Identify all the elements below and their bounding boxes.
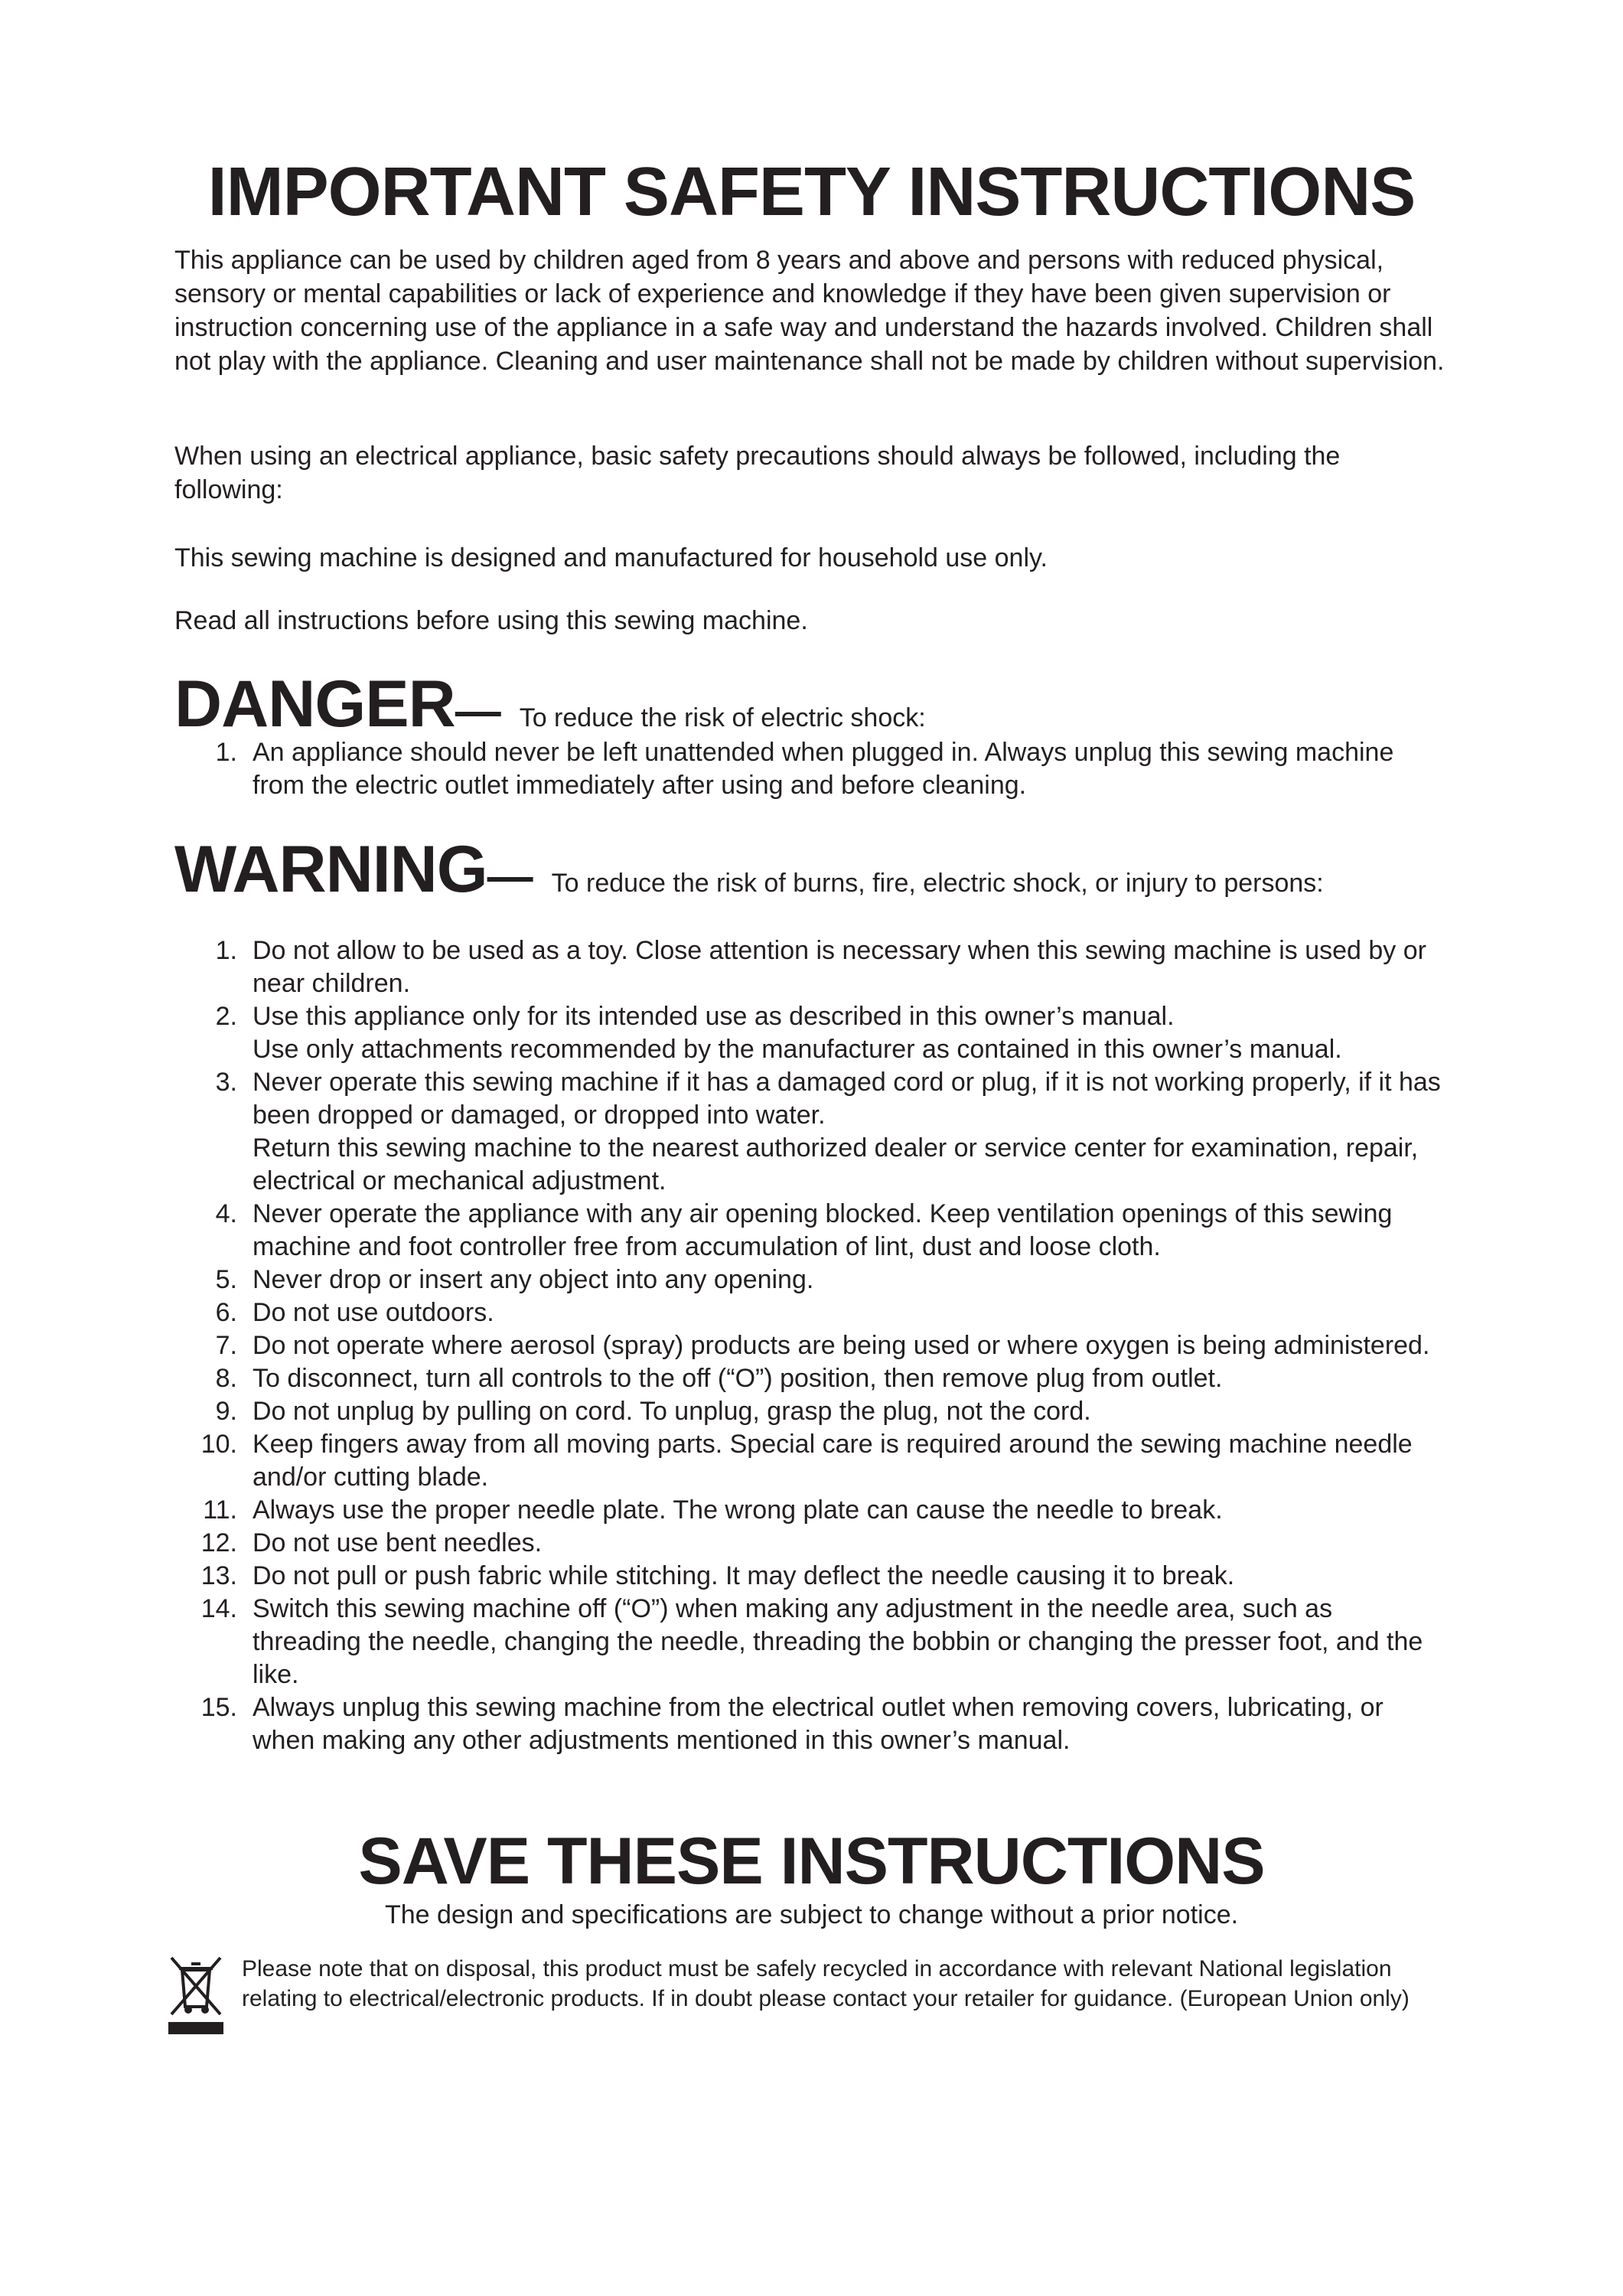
item-number: 11. (203, 1495, 237, 1525)
item-number: 2. (215, 1002, 237, 1031)
item-text: Always use the proper needle plate. The wrong plate can cause the needle to break. (253, 1495, 1223, 1525)
item-text: Always unplug this sewing machine from the electrical outlet when removing covers, lubricating, or when making any other adjustments mentioned in this owner’s manual. (253, 1693, 1383, 1755)
warning-item-2 (174, 1000, 1445, 1066)
item-text: An appliance should never be left unattended when plugged in. Always unplug this sewing machine from the electric outlet immediately after using and before cleaning. (253, 738, 1394, 800)
item-number: 1. (215, 936, 237, 965)
item-text: Switch this sewing machine off (“O”) when making any adjustment in the needle area, such as threading the needle, changing the needle, threading the bobbin or changing the presser foot, and the like. (253, 1594, 1423, 1689)
warning-heading: WARNING (174, 833, 487, 906)
warning-item-14 (174, 1593, 1445, 1691)
warning-item-10 (174, 1428, 1445, 1494)
item-number: 6. (215, 1298, 237, 1327)
item-text: Never drop or insert any object into any opening. (253, 1265, 814, 1294)
specifications-disclaimer: The design and specifications are subject to change without a prior notice. (384, 1900, 1239, 1929)
warning-dash: — (487, 850, 533, 902)
item-number: 3. (215, 1068, 237, 1097)
item-text: Never operate this sewing machine if it has a damaged cord or plug, if it is not working properly, if it has been dropped or damaged, or dropped into water. Return this sewing machine to the nearest authorized dealer or service center for examination, repair, electrical or mechanical adjustment. (253, 1068, 1441, 1195)
danger-heading: DANGER (174, 667, 455, 741)
item-text: Keep fingers away from all moving parts. Special care is required around the sewing machine needle and/or cutting blade. (253, 1430, 1413, 1492)
warning-item-3 (174, 1066, 1445, 1198)
disposal-notice: Please note that on disposal, this product must be safely recycled in accordance with relevant National legislation relating to electrical/electronic products. If in doubt please contact your retailer for guidance. (European Union only) (242, 1956, 1410, 2011)
item-number: 4. (215, 1199, 237, 1228)
intro-paragraph-children: This appliance can be used by children aged from 8 years and above and persons with reduced physical, sensory or mental capabilities or lack of experience and knowledge if they have been given supervision or instruction concerning use of the appliance in a safe way and understand the hazards involved. Children shall not play with the appliance. Cleaning and user maintenance shall not be made by children without supervision. (174, 246, 1445, 376)
item-number: 12. (200, 1528, 237, 1557)
warning-item-8 (174, 1362, 1445, 1395)
item-text: Never operate the appliance with any air opening blocked. Keep ventilation openings of this sewing machine and foot controller free from accumulation of lint, dust and loose cloth. (253, 1199, 1393, 1261)
item-text: Do not use bent needles. (253, 1528, 543, 1557)
item-number: 10. (200, 1430, 237, 1459)
warning-list (174, 934, 1445, 1757)
warning-item-6 (174, 1296, 1445, 1329)
warning-item-9 (174, 1395, 1445, 1428)
item-text: Do not allow to be used as a toy. Close attention is necessary when this sewing machine is used by or near children. (253, 936, 1426, 998)
item-number: 5. (215, 1265, 237, 1294)
item-text: Do not use outdoors. (253, 1298, 494, 1327)
warning-item-7 (174, 1329, 1445, 1362)
intro-paragraph-read-all: Read all instructions before using this sewing machine. (174, 606, 808, 635)
item-number: 14. (200, 1594, 237, 1623)
item-text: To disconnect, turn all controls to the off (“O”) position, then remove plug from outlet. (253, 1364, 1223, 1393)
item-text: Do not operate where aerosol (spray) products are being used or where oxygen is being administered. (253, 1331, 1430, 1360)
item-number: 13. (200, 1561, 237, 1590)
item-number: 8. (215, 1364, 237, 1393)
item-text: Do not unplug by pulling on cord. To unplug, grasp the plug, not the cord. (253, 1397, 1091, 1426)
item-text: Do not pull or push fabric while stitching. It may deflect the needle causing it to break. (253, 1561, 1235, 1590)
warning-item-5 (174, 1264, 1445, 1296)
danger-item-1 (174, 736, 1445, 802)
warning-heading-row (174, 831, 1475, 915)
warning-item-15 (174, 1691, 1445, 1757)
intro-paragraph-household: This sewing machine is designed and manufactured for household use only. (174, 543, 1048, 572)
danger-list (174, 736, 1445, 802)
save-instructions-title: SAVE THESE INSTRUCTIONS (358, 1825, 1265, 1898)
warning-item-12 (174, 1527, 1445, 1560)
item-text: Use this appliance only for its intended use as described in this owner’s manual. Use only attachments recommended by the manufacturer as contained in this owner’s manual. (253, 1002, 1342, 1064)
crossed-out-wheelie-bin-icon (165, 1953, 227, 2037)
item-number: 9. (215, 1397, 237, 1426)
danger-dash: — (455, 685, 501, 736)
warning-item-1 (174, 934, 1445, 1000)
warning-item-11 (174, 1494, 1445, 1527)
item-number: 1. (215, 738, 237, 767)
warning-lead: To reduce the risk of burns, fire, electric shock, or injury to persons: (551, 869, 1324, 898)
page-title: IMPORTANT SAFETY INSTRUCTIONS (207, 154, 1416, 230)
warning-item-4 (174, 1198, 1445, 1264)
danger-lead: To reduce the risk of electric shock: (519, 703, 926, 732)
item-number: 7. (215, 1331, 237, 1360)
intro-paragraph-precautions: When using an electrical appliance, basic safety precautions should always be followed, including the following: (174, 442, 1341, 504)
item-number: 15. (200, 1693, 237, 1722)
warning-item-13 (174, 1560, 1445, 1593)
